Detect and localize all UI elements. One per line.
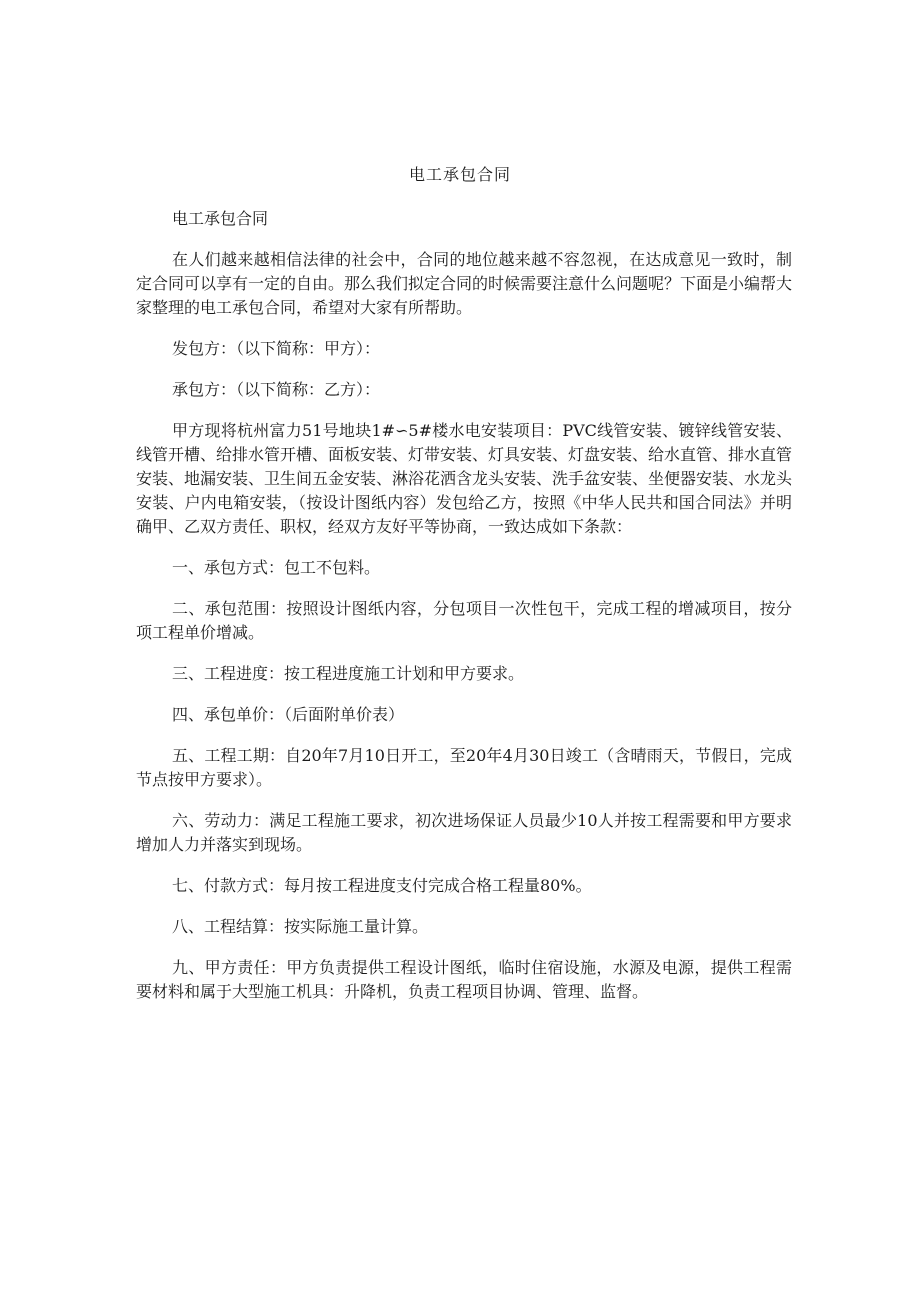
clause-1: 一、承包方式：包工不包料。 xyxy=(172,558,381,577)
clause-7: 七、付款方式：每月按工程进度支付完成合格工程量80%。 xyxy=(172,876,592,895)
document-body xyxy=(136,207,792,1021)
intro-paragraph: 在人们越来越相信法律的社会中，合同的地位越来越不容忽视，在达成意见一致时，制定合同可以享有一定的自由。那么我们拟定合同的时候需要注意什么问题呢？下面是小编帮大家整理的电工承包合同，希望对大家有所帮助。 xyxy=(136,250,793,317)
clause-5: 五、工程工期：自20年7月10日开工，至20年4月30日竣工（含晴雨天，节假日，完成节点按甲方要求）。 xyxy=(136,746,792,789)
clause-3: 三、工程进度：按工程进度施工计划和甲方要求。 xyxy=(172,664,525,683)
clause-8: 八、工程结算：按实际施工量计算。 xyxy=(172,917,429,936)
clause-4: 四、承包单价：（后面附单价表） xyxy=(172,705,405,724)
document-title: 电工承包合同 xyxy=(408,165,511,184)
document-subtitle: 电工承包合同 xyxy=(172,209,269,228)
clause-6: 六、劳动力：满足工程施工要求，初次进场保证人员最少10人并按工程需要和甲方要求增加人力并落实到现场。 xyxy=(136,811,792,854)
clause-2: 二、承包范围：按照设计图纸内容，分包项目一次性包干，完成工程的增减项目，按分项工程单价增减。 xyxy=(136,599,792,642)
party-b-line: 承包方：（以下简称：乙方）： xyxy=(172,380,381,399)
clause-9: 九、甲方责任：甲方负责提供工程设计图纸，临时住宿设施，水源及电源，提供工程需要材料和属于大型施工机具：升降机，负责工程项目协调、管理、监督。 xyxy=(136,958,792,1001)
preamble-paragraph: 甲方现将杭州富力51号地块1#∽5#楼水电安装项目：PVC线管安装、镀锌线管安装、线管开槽、给排水管开槽、面板安装、灯带安装、灯具安装、灯盘安装、给水直管、排水直管安装、地漏安装、卫生间五金安装、淋浴花洒含龙头安装、洗手盆安装、坐便器安装、水龙头安装、户内电箱安装，（按设计图纸内容）发包给乙方，按照《中华人民共和国合同法》并明确甲、乙双方责任、职权，经双方友好平等协商，一致达成如下条款： xyxy=(136,421,793,536)
party-a-line: 发包方：（以下简称：甲方）： xyxy=(172,339,381,358)
